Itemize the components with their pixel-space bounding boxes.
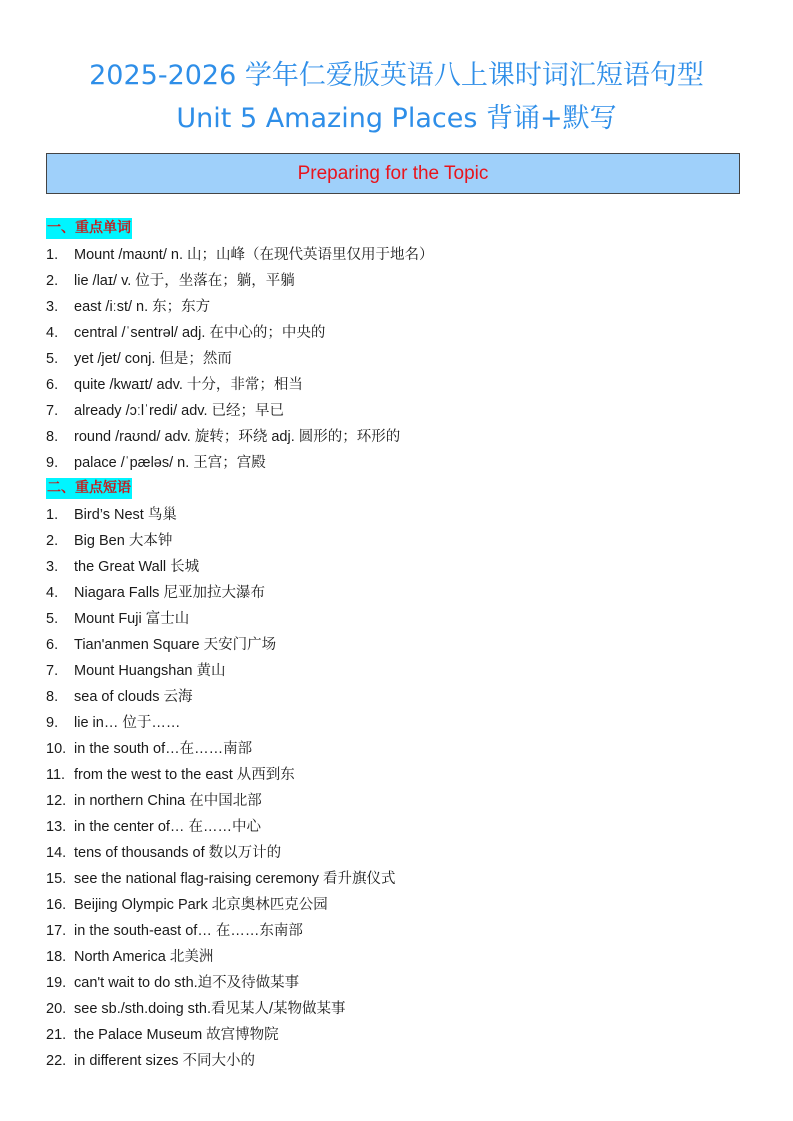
topic-banner-label: Preparing for the Topic <box>297 162 489 184</box>
list-item: 22. in different sizes 不同大小的 <box>46 1053 256 1069</box>
list-item: 12. in northern China 在中国北部 <box>46 793 262 809</box>
list-item: 8. round /raʊnd/ adv. 旋转；环绕 adj. 圆形的；环形的 <box>46 429 401 445</box>
list-item: 6. quite /kwaɪt/ adv. 十分，非常；相当 <box>46 377 303 393</box>
list-item: 4. central /ˈsentrəl/ adj. 在中心的；中央的 <box>46 325 326 341</box>
list-item: 9. lie in… 位于…… <box>46 715 181 731</box>
section-heading-wrap <box>46 476 746 502</box>
document-body <box>46 216 746 1074</box>
list-item: 8. sea of clouds 云海 <box>46 689 193 705</box>
list-item: 4. Niagara Falls 尼亚加拉大瀑布 <box>46 585 265 601</box>
list-item: 14. tens of thousands of 数以万计的 <box>46 845 282 861</box>
list-item: 11. from the west to the east 从西到东 <box>46 767 295 783</box>
section-heading-wrap <box>46 216 746 242</box>
section-heading-phrases: 二、重点短语 <box>46 478 132 499</box>
section-heading-words: 一、重点单词 <box>46 218 132 239</box>
list-item: 17. in the south-east of… 在……东南部 <box>46 923 303 939</box>
list-item: 7. Mount Huangshan 黄山 <box>46 663 226 679</box>
document-title-line-2: Unit 5 Amazing Places 背诵+默写 <box>176 103 617 134</box>
list-item: 19. can't wait to do sth.迫不及待做某事 <box>46 975 300 991</box>
word-list <box>46 242 746 476</box>
list-item: 6. Tian'anmen Square 天安门广场 <box>46 637 277 653</box>
list-item: 20. see sb./sth.doing sth.看见某人/某物做某事 <box>46 1001 346 1017</box>
list-item: 7. already /ɔːlˈredi/ adv. 已经；早已 <box>46 403 285 419</box>
list-item: 2. Big Ben 大本钟 <box>46 533 173 549</box>
list-item: 1. Mount /maʊnt/ n. 山；山峰（在现代英语里仅用于地名） <box>46 247 434 263</box>
list-item: 15. see the national flag-raising ceremony 看升旗仪式 <box>46 871 396 887</box>
list-item: 3. the Great Wall 长城 <box>46 559 200 575</box>
list-item: 16. Beijing Olympic Park 北京奥林匹克公园 <box>46 897 328 913</box>
list-item: 5. Mount Fuji 富士山 <box>46 611 190 627</box>
list-item: 13. in the center of… 在……中心 <box>46 819 261 835</box>
topic-banner <box>46 153 740 194</box>
list-item: 5. yet /jet/ conj. 但是；然而 <box>46 351 232 367</box>
list-item: 9. palace /ˈpæləs/ n. 王宫；宫殿 <box>46 455 266 471</box>
list-item: 1. Bird’s Nest 鸟巢 <box>46 507 177 523</box>
list-item: 3. east /iːst/ n. 东；东方 <box>46 299 211 315</box>
list-item: 21. the Palace Museum 故宫博物院 <box>46 1027 279 1043</box>
list-item: 2. lie /laɪ/ v. 位于，坐落在；躺，平躺 <box>46 273 295 289</box>
list-item: 18. North America 北美洲 <box>46 949 214 965</box>
phrase-list <box>46 502 746 1074</box>
list-item: 10. in the south of…在……南部 <box>46 741 253 757</box>
document-title-line-1: 2025-2026 学年仁爱版英语八上课时词汇短语句型 <box>89 60 704 91</box>
